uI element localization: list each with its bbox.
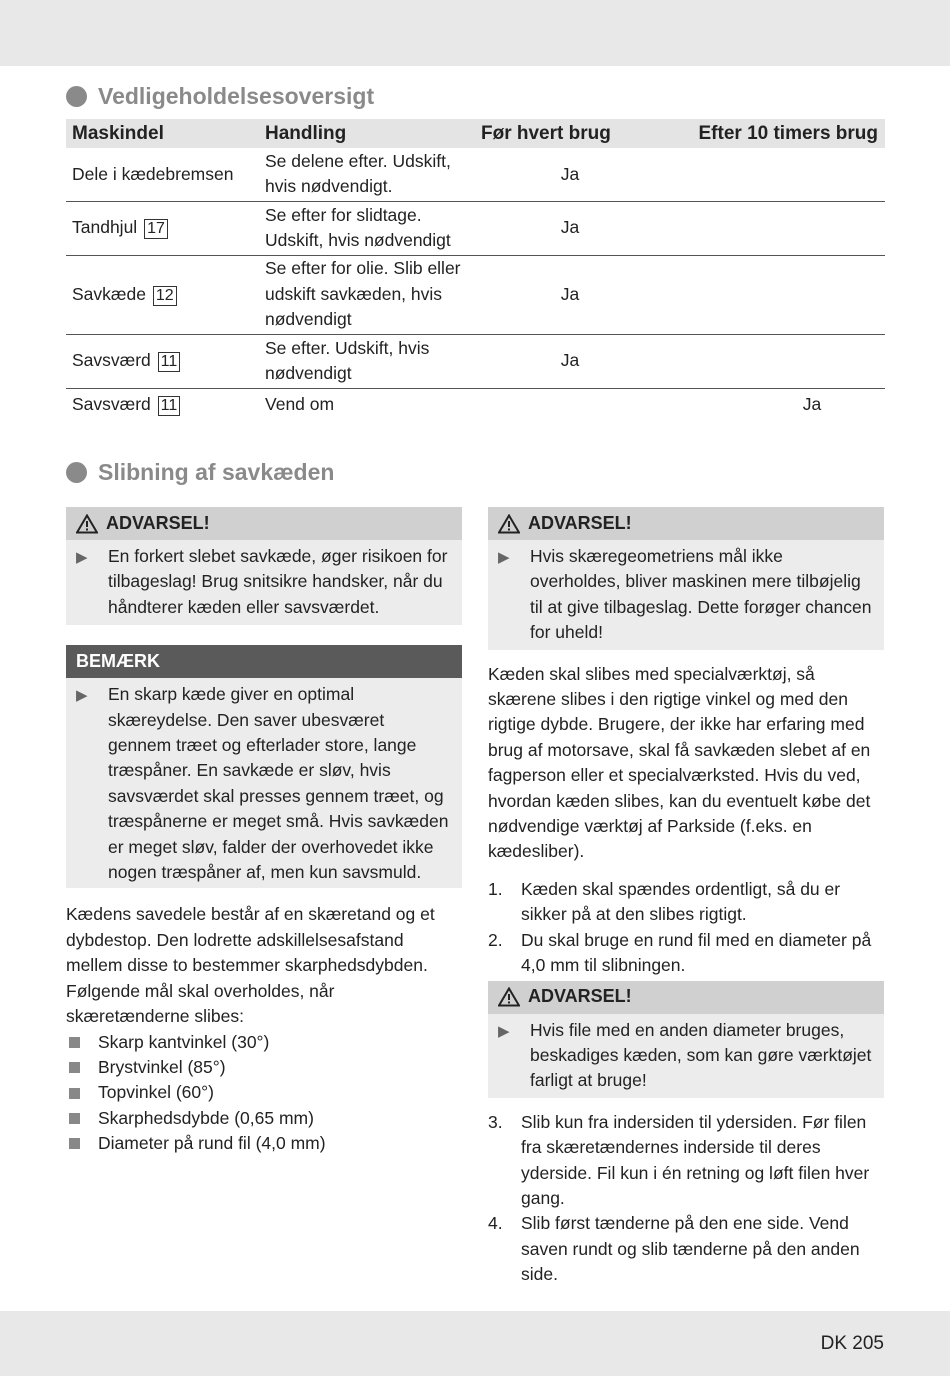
step-text: Kæden skal spændes ordentligt, så du er sikker på at den slibes rigtigt. — [521, 878, 841, 925]
step-number: 1. — [488, 878, 503, 899]
list-item-text: Skarp kantvinkel (30°) — [98, 1031, 270, 1052]
action-cell: Se delene efter. Udskift, hvis nødvendigt. — [259, 148, 475, 201]
warning-body — [488, 1014, 884, 1098]
step-list — [488, 1110, 884, 1288]
list-item-text: Topvinkel (60°) — [98, 1082, 214, 1103]
warning-text: En forkert slebet savkæde, øger risikoen for tilbageslag! Brug snitsikre handsker, når du håndterer kæden eller savsværdet. — [108, 546, 448, 617]
square-bullet-icon — [66, 1080, 98, 1105]
table-row — [66, 255, 885, 334]
after-10h-cell: Ja — [802, 393, 822, 414]
warning-label: ADVARSEL! — [528, 512, 632, 533]
list-item — [66, 1106, 462, 1131]
action-cell: Se efter. Udskift, hvis nødvendigt — [259, 334, 475, 388]
step-list — [488, 877, 884, 979]
section-heading-maintenance — [66, 83, 374, 110]
list-item-text: Diameter på rund fil (4,0 mm) — [98, 1133, 326, 1154]
note-header — [66, 645, 462, 678]
warning-box — [66, 507, 462, 625]
warning-body — [66, 540, 462, 625]
after-10h-cell — [665, 255, 885, 334]
step-number: 2. — [488, 929, 503, 950]
warning-label: ADVARSEL! — [106, 512, 210, 533]
arrow-right-icon: ▶ — [498, 1022, 510, 1040]
list-item — [488, 1211, 884, 1287]
list-item — [66, 1030, 462, 1055]
bullet-dot-icon — [66, 86, 87, 107]
reference-number: 12 — [153, 286, 177, 306]
table-row — [66, 201, 885, 255]
warning-triangle-icon — [498, 514, 520, 534]
before-use-cell: Ja — [475, 334, 665, 388]
list-item — [488, 928, 884, 979]
part-cell — [66, 255, 259, 334]
before-use-cell: Ja — [475, 255, 665, 334]
after-10h-cell — [665, 201, 885, 255]
list-item — [488, 1110, 884, 1212]
warning-triangle-icon — [76, 514, 98, 534]
square-bullet-icon — [66, 1030, 98, 1055]
page-number: DK 205 — [820, 1333, 884, 1354]
warning-triangle-icon — [498, 987, 520, 1007]
before-use-cell: Ja — [475, 148, 665, 201]
list-item — [66, 1055, 462, 1080]
column-header: Maskindel — [66, 119, 259, 148]
warning-header — [488, 507, 884, 540]
step-number: 4. — [488, 1213, 503, 1234]
table-row — [66, 388, 885, 420]
paragraph: Kædens savedele består af en skæretand og et dybdestop. Den lodrette adskillelsesafstand mellem disse to bestemmer skarphedsdybden. Følgende mål skal overholdes, når skæretænderne slibes: — [66, 904, 435, 1027]
reference-number: 17 — [144, 219, 168, 239]
bullet-list — [66, 1030, 462, 1157]
part-name: Tandhjul — [72, 217, 138, 238]
reference-number: 11 — [158, 396, 181, 416]
after-10h-cell — [665, 148, 885, 201]
part-name: Savsværd — [72, 393, 151, 414]
column-header: Handling — [259, 119, 475, 148]
left-column — [66, 507, 462, 1157]
step-text: Du skal bruge en rund fil med en diameter på 4,0 mm til slibningen. — [521, 929, 872, 976]
note-label: BEMÆRK — [76, 651, 160, 672]
part-cell — [66, 148, 259, 201]
warning-box — [488, 507, 884, 650]
arrow-right-icon: ▶ — [76, 549, 88, 566]
column-header: Før hvert brug — [475, 119, 665, 148]
arrow-right-icon: ▶ — [498, 549, 510, 566]
warning-label: ADVARSEL! — [528, 986, 632, 1007]
part-cell — [66, 201, 259, 255]
step-text: Slib kun fra indersiden til ydersiden. Før filen fra skæretændernes inderside til deres yderside. Fil kun i én retning og løft filen hver gang. — [521, 1111, 870, 1208]
part-cell — [66, 334, 259, 388]
list-item — [66, 1080, 462, 1105]
table-row — [66, 148, 885, 201]
table-row — [66, 334, 885, 388]
right-column — [488, 507, 884, 1288]
square-bullet-icon — [66, 1131, 98, 1156]
header-band — [0, 0, 950, 66]
warning-text: Hvis skæregeometriens mål ikke overholdes, bliver maskinen mere tilbøjelig til at give tilbageslag. Dette forøger chancen for uheld! — [530, 546, 872, 643]
step-text: Slib først tænderne på den ene side. Vend saven rundt og slib tænderne på den anden side. — [521, 1213, 860, 1285]
list-item — [488, 877, 884, 928]
warning-text: Hvis file med en anden diameter bruges, beskadiges kæden, som kan gøre værktøjet farligt at bruge! — [530, 1019, 872, 1091]
list-item-text: Brystvinkel (85°) — [98, 1056, 226, 1077]
bullet-dot-icon — [66, 462, 87, 483]
list-item-text: Skarphedsdybde (0,65 mm) — [98, 1107, 314, 1128]
reference-number: 11 — [158, 352, 181, 372]
warning-box — [488, 981, 884, 1098]
action-cell: Se efter for slidtage. Udskift, hvis nødvendigt — [259, 201, 475, 255]
part-name: Dele i kædebremsen — [72, 163, 234, 184]
step-number: 3. — [488, 1111, 503, 1132]
table-header-row — [66, 119, 885, 148]
note-text: En skarp kæde giver en optimal skæreydelse. Den saver ubesværet gennem træet og efterlader store, lange træspåner. En savkæde er sløv, hvis savsværdet skal presses gennem træet, og træspånerne er meget små. Hvis savkæden er meget sløv, falder der overhovedet ikke nogen træspåner af, men kun savsmuld. — [108, 684, 449, 883]
arrow-right-icon: ▶ — [76, 687, 88, 705]
warning-header — [488, 981, 884, 1014]
footer-band — [0, 1311, 950, 1376]
section-title: Slibning af savkæden — [98, 459, 335, 485]
before-use-cell — [475, 388, 665, 420]
action-cell: Vend om — [265, 393, 335, 414]
square-bullet-icon — [66, 1055, 98, 1080]
maintenance-table — [66, 119, 885, 420]
part-name: Savkæde — [72, 283, 146, 304]
part-name: Savsværd — [72, 350, 151, 371]
before-use-cell: Ja — [475, 201, 665, 255]
list-item — [66, 1131, 462, 1156]
action-cell: Se efter for olie. Slib eller udskift savkæden, hvis nødvendigt — [259, 255, 475, 334]
warning-body — [488, 540, 884, 650]
column-header: Efter 10 timers brug — [665, 119, 885, 148]
note-box — [66, 645, 462, 888]
paragraph: Kæden skal slibes med specialværktøj, så skærene slibes i den rigtige vinkel og med den rigtige dybde. Brugere, der ikke har erfaring med brug af motorsave, skal få savkæden slebet af en fagperson eller et specialværksted. Hvis du ved, hvordan kæden slibes, kan du eventuelt købe det nødvendige værktøj af Parkside (f.eks. en kædesliber). — [488, 663, 871, 862]
warning-header — [66, 507, 462, 540]
after-10h-cell — [665, 334, 885, 388]
section-heading-sharpening — [66, 459, 334, 486]
part-cell — [66, 388, 259, 420]
square-bullet-icon — [66, 1106, 98, 1131]
note-body — [66, 678, 462, 888]
section-title: Vedligeholdelsesoversigt — [98, 83, 375, 109]
